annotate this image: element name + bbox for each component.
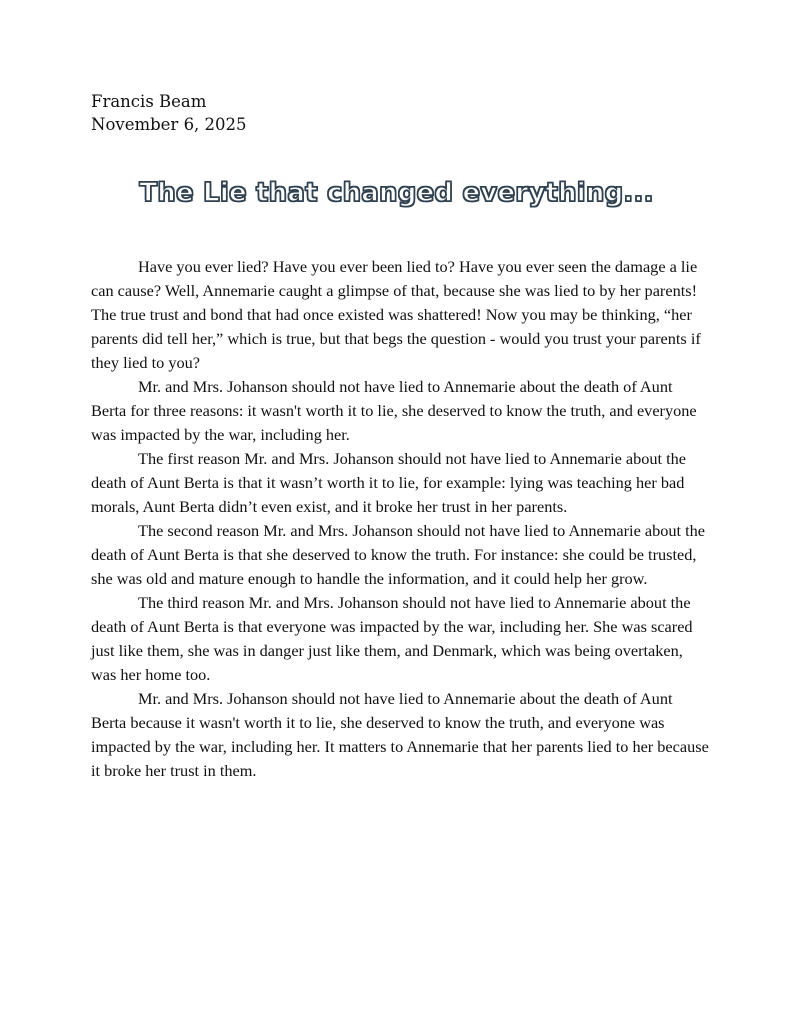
paragraph-third-reason: The third reason Mr. and Mrs. Johanson should not have lied to Annemarie about the death of Aunt Berta is that everyone was impacted by the war, including her. She was scared just like them, she was in danger just like them, and Denmark, which was being overtaken, was her home too. [91,593,693,684]
paragraph-second-reason: The second reason Mr. and Mrs. Johanson should not have lied to Annemarie about the death of Aunt Berta is that she deserved to know the truth. For instance: she could be trusted, she was old and mature enough to handle the information, and it could help her grow. [91,521,706,588]
paragraph-first-reason: The first reason Mr. and Mrs. Johanson should not have lied to Annemarie about the death of Aunt Berta is that it wasn’t worth it to lie, for example: lying was teaching her bad morals, Aunt Berta didn’t even exist, and it broke her trust in her parents. [91,449,687,516]
title-container [0,178,793,208]
document-header [91,90,247,136]
paragraph-conclusion: Mr. and Mrs. Johanson should not have lied to Annemarie about the death of Aunt Berta because it wasn't worth it to lie, she deserved to know the truth, and everyone was impacted by the war, including her. It matters to Annemarie that her parents lied to her because it broke her trust in them. [91,689,709,780]
document-date: November 6, 2025 [91,115,247,134]
paragraph-thesis: Mr. and Mrs. Johanson should not have lied to Annemarie about the death of Aunt Berta for three reasons: it wasn't worth it to lie, she deserved to know the truth, and everyone was impacted by the war, including her. [91,377,697,444]
author-name: Francis Beam [91,92,207,111]
document-body [91,255,711,783]
paragraph-intro: Have you ever lied? Have you ever been lied to? Have you ever seen the damage a lie can cause? Well, Annemarie caught a glimpse of that, because she was lied to by her parents! The true trust and bond that had once existed was shattered! Now you may be thinking, “her parents did tell her,” which is true, but that begs the question - would you trust your parents if they lied to you? [91,257,701,372]
document-title: The Lie that changed everything... [139,178,654,208]
